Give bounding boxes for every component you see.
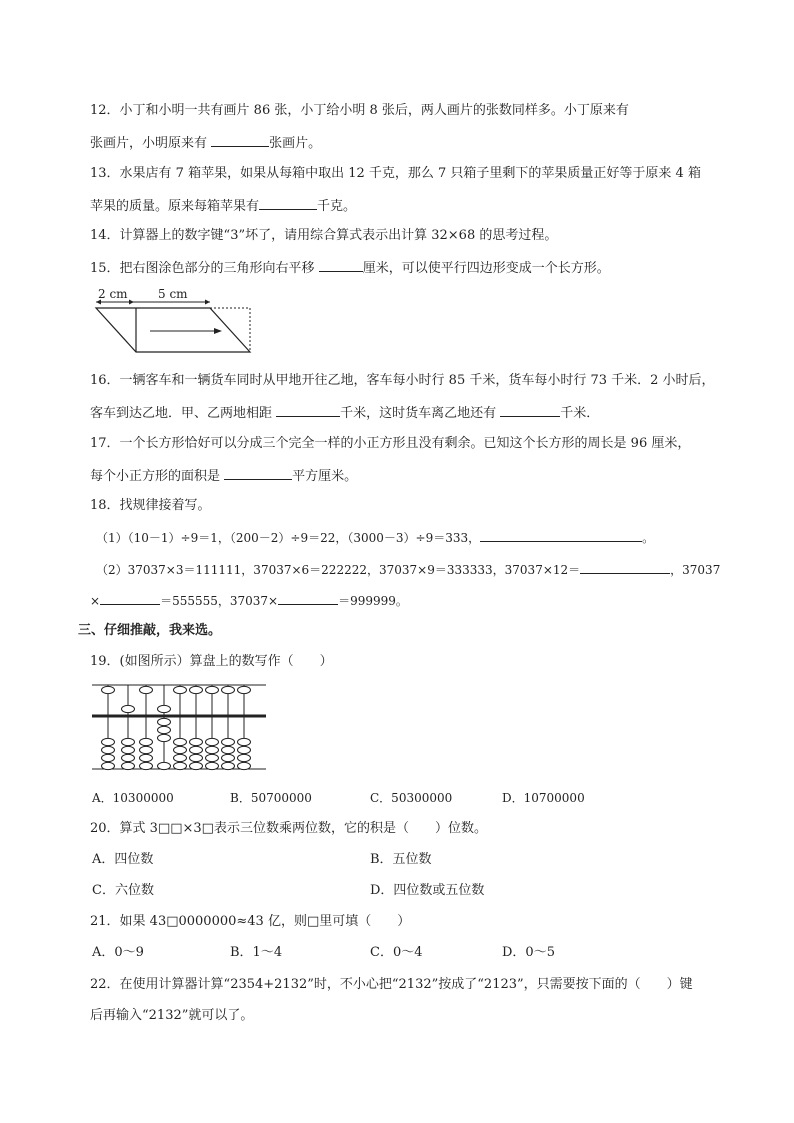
abacus-upper-bead: [238, 686, 251, 693]
q17-line1: 17．一个长方形恰好可以分成三个完全一样的小正方形且没有剩余。已知这个长方形的周长是 96 厘米，: [90, 436, 691, 451]
q13-text-a: 苹果的质量。原来每箱苹果有: [90, 199, 260, 214]
abacus-lower-bead: [140, 738, 153, 745]
label-2cm: 2 cm: [98, 287, 128, 301]
q17-line2: [90, 466, 357, 486]
abacus-lower-bead: [102, 754, 115, 761]
q16-line2: [90, 403, 599, 423]
abacus-lower-bead: [238, 738, 251, 745]
abacus-lower-bead: [190, 738, 203, 745]
abacus-lower-bead: [190, 754, 203, 761]
abacus-lower-bead: [238, 754, 251, 761]
q12-line2: [90, 133, 321, 153]
abacus-lower-bead: [222, 754, 235, 761]
abacus-lower-bead: [190, 746, 203, 753]
q18-sub2-blank-2[interactable]: [100, 591, 160, 605]
abacus-upper-bead: [158, 705, 171, 712]
abacus-lower-bead: [222, 738, 235, 745]
q16-text-a: 客车到达乙地．甲、乙两地相距: [90, 406, 277, 421]
q13-blank[interactable]: [259, 196, 317, 210]
q12-text-b: 张画片。: [269, 136, 322, 151]
q18-sub2-text-e: ＝999999。: [338, 594, 408, 608]
abacus-upper-bead: [122, 705, 135, 712]
q18-sub2-text-c: ×: [90, 594, 101, 608]
q18-sub2-text-b: ，37037: [670, 563, 721, 577]
q17-blank[interactable]: [224, 466, 292, 480]
abacus-lower-bead: [206, 746, 219, 753]
q18-sub2: [96, 560, 720, 579]
abacus-lower-bead: [222, 746, 235, 753]
abacus-lower-bead: [102, 746, 115, 753]
q15-blank[interactable]: [319, 258, 363, 272]
q18-sub1-blank[interactable]: [480, 528, 642, 542]
section-3-title: 三、仔细推敲，我来选。: [78, 623, 222, 638]
q18-sub1-text: （1）（10－1）÷9＝1，（200－2）÷9＝22，（3000－3）÷9＝333，: [96, 531, 481, 545]
q21-option-a[interactable]: A．0～9: [92, 945, 144, 960]
q16-text-b: 千米，这时货车离乙地还有: [340, 406, 501, 421]
abacus-lower-bead: [158, 734, 171, 741]
abacus-lower-bead: [122, 746, 135, 753]
q20-line1: 20．算式 3□□×3□表示三位数乘两位数，它的积是（ ）位数。: [90, 821, 487, 836]
q21-line1: 21．如果 43□0000000≈43 亿，则□里可填（ ）: [90, 914, 411, 929]
abacus-lower-bead: [174, 754, 187, 761]
q22-line1: 22．在使用计算器计算“2354+2132”时，不小心把“2132”按成了“2123”，只需要按下面的（ ）键: [90, 977, 693, 992]
abacus-lower-bead: [238, 762, 251, 769]
abacus-lower-bead: [206, 762, 219, 769]
q15-text-b: 厘米，可以使平行四边形变成一个长方形。: [362, 261, 610, 276]
abacus-lower-bead: [122, 762, 135, 769]
abacus-upper-bead: [102, 686, 115, 693]
q20-option-c[interactable]: C．六位数: [92, 883, 154, 898]
abacus-lower-bead: [158, 718, 171, 725]
abacus-lower-bead: [140, 754, 153, 761]
q21-option-b[interactable]: B．1～4: [230, 945, 283, 960]
q18-sub2-blank-3[interactable]: [278, 591, 338, 605]
q12-blank-2[interactable]: [211, 133, 269, 147]
q16-line1: 16．一辆客车和一辆货车同时从甲地开往乙地，客车每小时行 85 千米，货车每小时行 73 千米．2 小时后，: [90, 373, 715, 388]
q13-text-b: 千克。: [317, 199, 357, 214]
abacus-lower-bead: [206, 754, 219, 761]
q12-text-a: 张画片，小明原来有: [90, 136, 212, 151]
abacus-lower-bead: [206, 738, 219, 745]
q18-line1: 18．找规律接着写。: [90, 498, 211, 513]
abacus-lower-bead: [122, 738, 135, 745]
abacus-upper-bead: [140, 686, 153, 693]
abacus-lower-bead: [158, 726, 171, 733]
q13-line1: 13．水果店有 7 箱苹果，如果从每箱中取出 12 千克，那么 7 只箱子里剩下的苹果质量正好等于原来 4 箱: [90, 166, 701, 181]
q22-line2: 后再输入“2132”就可以了。: [90, 1008, 254, 1023]
q20-option-d[interactable]: D．四位数或五位数: [370, 883, 485, 898]
q12-line1: 12．小丁和小明一共有画片 86 张，小丁给小明 8 张后，两人画片的张数同样多。小丁原来有: [90, 103, 629, 118]
abacus-lower-bead: [174, 762, 187, 769]
abacus-lower-bead: [174, 738, 187, 745]
abacus-upper-bead: [190, 686, 203, 693]
q19-option-a[interactable]: A．10300000: [92, 791, 174, 805]
q14-line1: 14．计算器上的数字键“3”坏了，请用综合算式表示出计算 32×68 的思考过程。: [90, 228, 558, 243]
q19-option-d[interactable]: D．10700000: [502, 791, 585, 805]
q15-line1: [90, 258, 610, 278]
abacus-rods: [102, 685, 251, 770]
q18-sub2-text-a: （2）37037×3＝111111，37037×6＝222222，37037×9＝333333，37037×12＝: [96, 563, 581, 577]
q16-blank-1[interactable]: [276, 403, 340, 417]
q13-line2: [90, 196, 356, 216]
q18-sub1-end: 。: [642, 531, 655, 545]
abacus-lower-bead: [174, 746, 187, 753]
abacus-lower-bead: [140, 762, 153, 769]
q16-text-c: 千米．: [560, 406, 600, 421]
q19-line1: 19．(如图所示）算盘上的数写作（ ）: [90, 654, 333, 669]
abacus-figure: [90, 682, 270, 774]
q20-option-b[interactable]: B．五位数: [370, 852, 432, 867]
q19-option-c[interactable]: C．50300000: [370, 791, 453, 805]
label-5cm: 5 cm: [158, 287, 188, 301]
abacus-lower-bead: [102, 762, 115, 769]
abacus-lower-bead: [190, 762, 203, 769]
abacus-upper-bead: [206, 686, 219, 693]
abacus-lower-bead: [140, 746, 153, 753]
q17-text-a: 每个小正方形的面积是: [90, 469, 225, 484]
q16-blank-2[interactable]: [500, 403, 560, 417]
abacus-lower-bead: [222, 762, 235, 769]
abacus-upper-bead: [222, 686, 235, 693]
q18-sub2-cont: [90, 591, 408, 610]
abacus-upper-bead: [174, 686, 187, 693]
q19-option-b[interactable]: B．50700000: [230, 791, 312, 805]
q21-option-d[interactable]: D．0～5: [502, 945, 555, 960]
q20-option-a[interactable]: A．四位数: [92, 852, 154, 867]
q17-text-b: 平方厘米。: [292, 469, 358, 484]
abacus-lower-bead: [158, 762, 171, 769]
q18-sub1: [96, 528, 654, 547]
q21-option-c[interactable]: C．0～4: [370, 945, 423, 960]
q18-sub2-blank-1[interactable]: [580, 560, 670, 574]
q15-parallelogram-figure: [88, 284, 278, 364]
abacus-lower-bead: [102, 738, 115, 745]
abacus-lower-bead: [238, 746, 251, 753]
q15-text-a: 15．把右图涂色部分的三角形向右平移: [90, 261, 319, 276]
q18-sub2-text-d: ＝555555，37037×: [160, 594, 279, 608]
abacus-lower-bead: [122, 754, 135, 761]
